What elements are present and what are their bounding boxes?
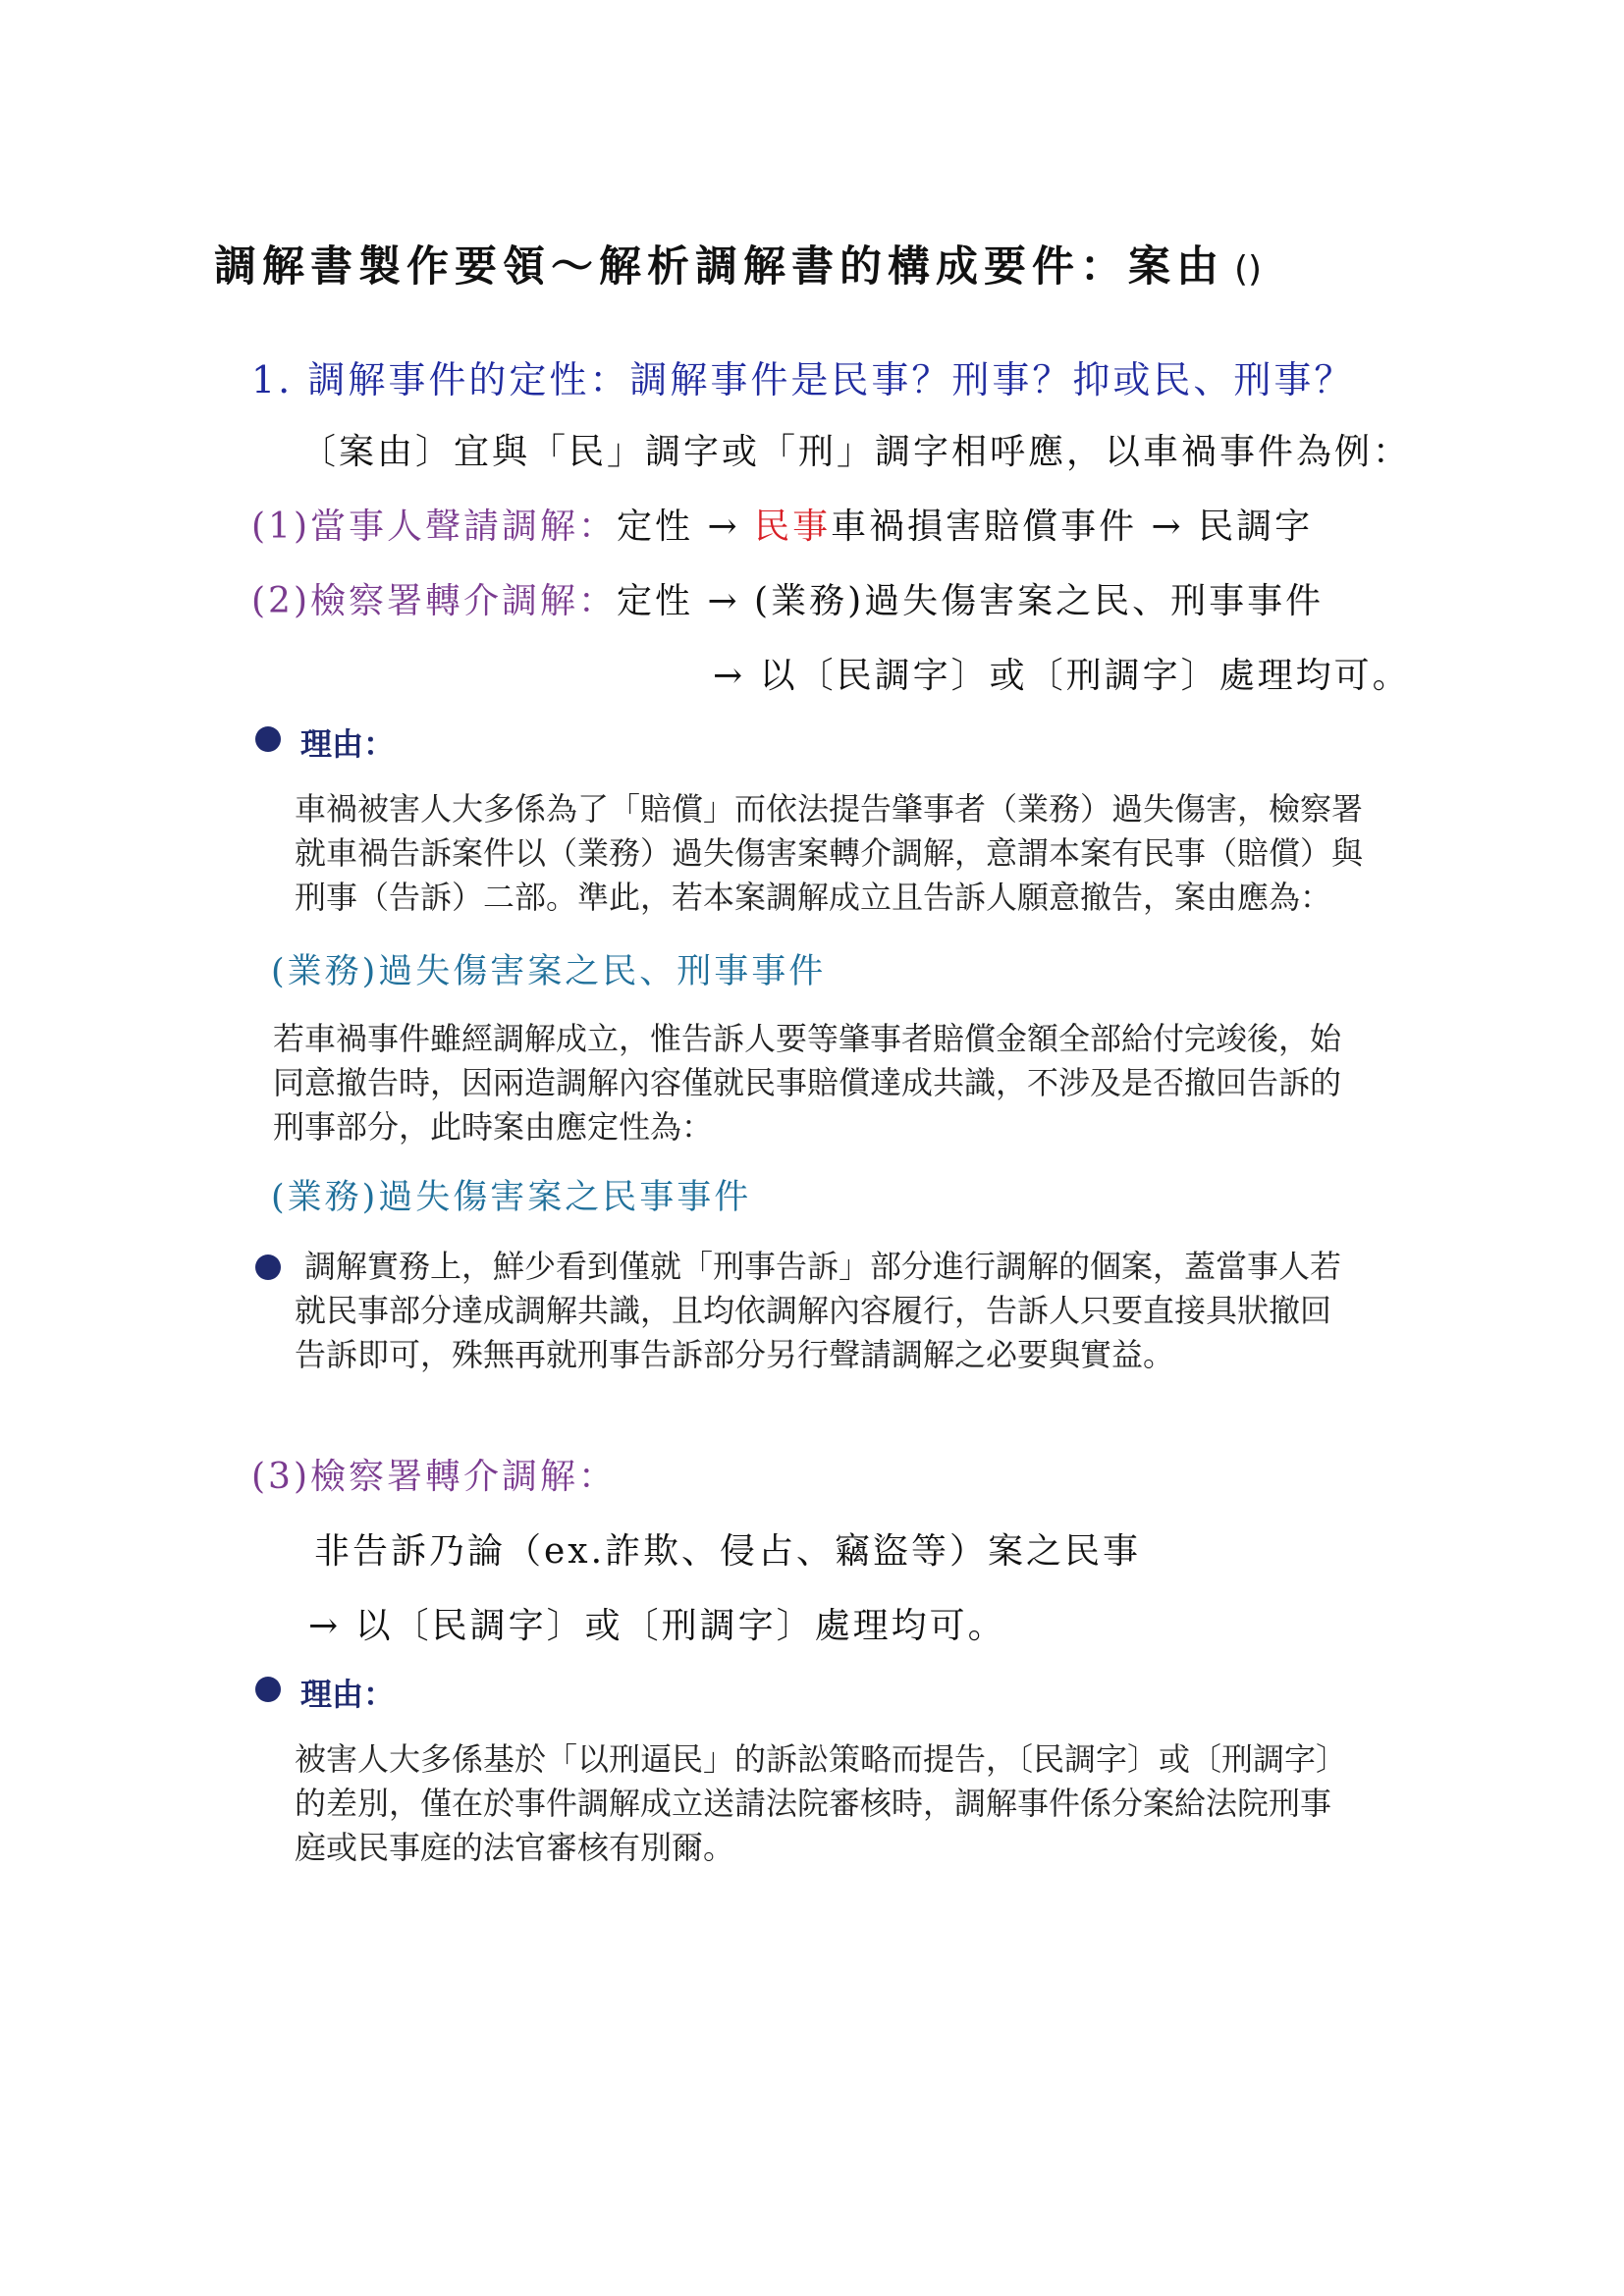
- section-3-line-1: 非告訴乃論（ex.詐欺、侵占、竊盜等）案之民事: [314, 1531, 1142, 1572]
- page-title: [214, 234, 1262, 294]
- section-1-intro: 〔案由〕宜與「民」調字或「刑」調字相呼應，以車禍事件為例：: [300, 432, 1412, 472]
- item-1-label: (1)當事人聲請調解：: [251, 507, 617, 547]
- note-line: 就民事部分達成調解共識，且均依調解內容履行，告訴人只要直接具狀撤回: [295, 1292, 1332, 1329]
- reason-2-label: 理由：: [300, 1676, 396, 1713]
- item-2-text: 定性 → (業務)過失傷害案之民、刑事事件: [617, 581, 1325, 621]
- reason-1-line: 刑事（告訴）二部。準此，若本案調解成立且告訴人願意撤告，案由應為：: [295, 879, 1332, 916]
- note-line: 調解實務上，鮮少看到僅就「刑事告訴」部分進行調解的個案，蓋當事人若: [304, 1248, 1342, 1285]
- reason-1-paragraph: [295, 787, 1363, 920]
- reason-2-line: 同意撤告時，因兩造調解內容僅就民事賠償達成共識，不涉及是否撤回告訴的: [273, 1064, 1342, 1101]
- section-3-label: (3)檢察署轉介調解：: [251, 1457, 617, 1497]
- section-3-line-2: → 以〔民調字〕或〔刑調字〕處理均可。: [308, 1606, 1006, 1646]
- bullet-icon: [255, 1255, 281, 1280]
- page-title-main: 調解書製作要領～解析調解書的構成要件：案由: [214, 242, 1224, 292]
- item-2-continuation: → 以〔民調字〕或〔刑調字〕處理均可。: [713, 656, 1411, 696]
- item-2-line: [251, 573, 1324, 623]
- bullet-icon: [255, 726, 281, 752]
- reason-2-line: 若車禍事件雖經調解成立，惟告訴人要等肇事者賠償金額全部給付完竣後，始: [273, 1020, 1342, 1057]
- page-title-paren: (): [1234, 249, 1263, 290]
- note-line: 告訴即可，殊無再就刑事告訴部分另行聲請調解之必要與實益。: [295, 1336, 1175, 1373]
- item-1-post: 車禍損害賠償事件 → 民調字: [831, 507, 1314, 547]
- case-b-label: (業務)過失傷害案之民事事件: [271, 1178, 752, 1217]
- reason-1-line: 車禍被害人大多係為了「賠償」而依法提告肇事者（業務）過失傷害，檢察署: [295, 790, 1364, 828]
- reason-2-para-line: 庭或民事庭的法官審核有別爾。: [295, 1829, 735, 1866]
- item-1-emphasis: 民事: [754, 507, 832, 547]
- case-a-label: (業務)過失傷害案之民、刑事事件: [271, 952, 827, 991]
- reason-1-bullet: [255, 726, 281, 756]
- reason-2-line: 刑事部分，此時案由應定性為：: [273, 1108, 714, 1146]
- bullet-icon: [255, 1677, 281, 1702]
- reason-2-paragraph: [295, 1737, 1347, 1870]
- reason-1-paragraph-2: [273, 1017, 1341, 1149]
- note-paragraph: [295, 1245, 1341, 1377]
- reason-1-label: 理由：: [300, 725, 396, 763]
- reason-1-line: 就車禍告訴案件以（業務）過失傷害案轉介調解，意謂本案有民事（賠償）與: [295, 834, 1364, 872]
- item-1-pre: 定性 →: [617, 507, 755, 547]
- note-bullet: [255, 1255, 281, 1284]
- reason-2-para-line: 的差別，僅在於事件調解成立送請法院審核時，調解事件係分案給法院刑事: [295, 1785, 1332, 1822]
- section-1-heading: 1. 調解事件的定性：調解事件是民事？刑事？抑或民、刑事？: [251, 358, 1355, 401]
- reason-2-bullet: [255, 1677, 281, 1706]
- item-1-line: [251, 499, 1313, 549]
- reason-2-para-line: 被害人大多係基於「以刑逼民」的訴訟策略而提告，〔民調字〕或〔刑調字〕: [295, 1740, 1348, 1778]
- item-2-label: (2)檢察署轉介調解：: [251, 581, 617, 621]
